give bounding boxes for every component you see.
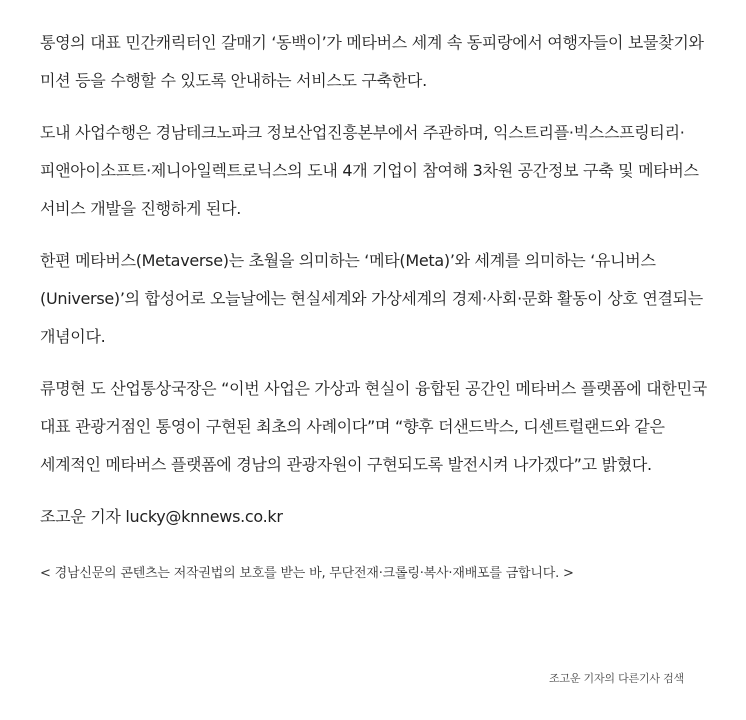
article-paragraph: 한편 메타버스(Metaverse)는 초월을 의미하는 ‘메타(Meta)’와 세계를 의미하는 ‘유니버스(Universe)’의 합성어로 오늘날에는 현실세계와 가상세계의 경제·사회·문화 활동이 상호 연결되는 개념이다. bbox=[40, 251, 703, 346]
reporter-other-articles-link[interactable]: 조고운 기자의 다른기사 검색 bbox=[548, 672, 684, 685]
article-body bbox=[40, 24, 720, 584]
reporter-byline: 조고운 기자 lucky@knnews.co.kr bbox=[40, 507, 283, 526]
copyright-notice: < 경남신문의 콘텐츠는 저작권법의 보호를 받는 바, 무단전재·크롤링·복사·재배포를 금합니다. > bbox=[40, 566, 574, 581]
article-paragraph: 통영의 대표 민간캐릭터인 갈매기 ‘동백이’가 메타버스 세계 속 동피랑에서 여행자들이 보물찾기와 미션 등을 수행할 수 있도록 안내하는 서비스도 구축한다. bbox=[40, 33, 704, 90]
article-paragraph: 도내 사업수행은 경남테크노파크 정보산업진흥본부에서 주관하며, 익스트리플·빅스스프링티리·피앤아이소프트·제니아일렉트로닉스의 도내 4개 기업이 참여해 3차원 공간정보 구축 및 메타버스 서비스 개발을 진행하게 된다. bbox=[40, 123, 699, 218]
article-paragraph: 류명현 도 산업통상국장은 “이번 사업은 가상과 현실이 융합된 공간인 메타버스 플랫폼에 대한민국 대표 관광거점인 통영이 구현된 최초의 사례이다”며 “향후 더샌드박스, 디센트럴랜드와 같은 세계적인 메타버스 플랫폼에 경남의 관광자원이 구현되도록 발전시켜 나가겠다”고 밝혔다. bbox=[40, 379, 707, 474]
